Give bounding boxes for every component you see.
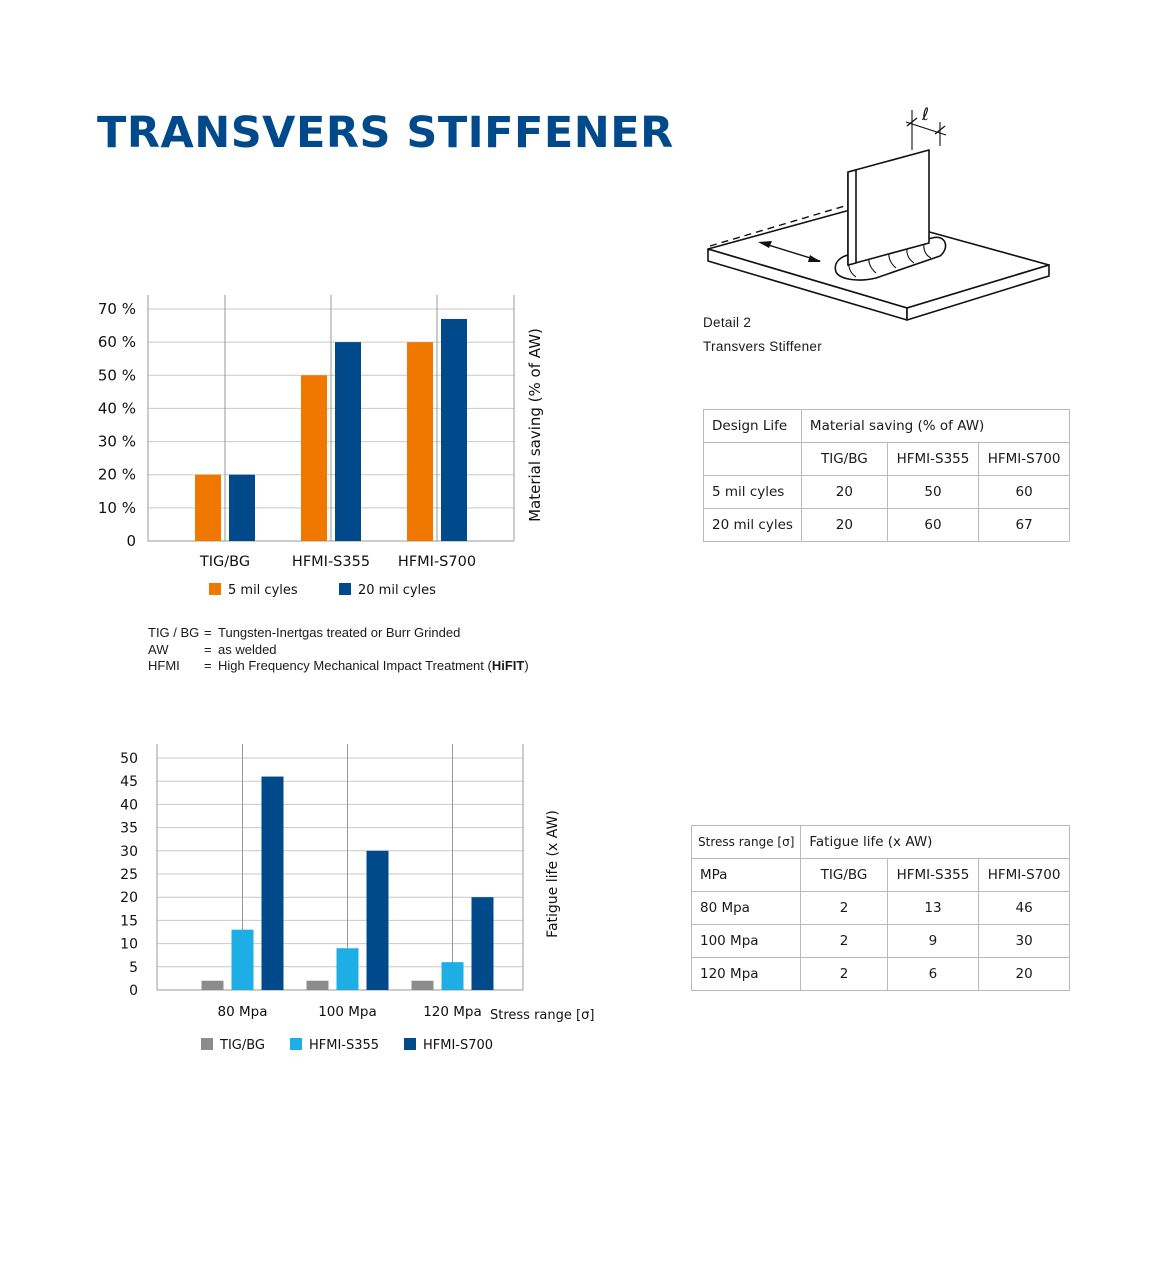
y-tick-label: 20 % [97, 465, 136, 484]
stiffener-drawing [700, 100, 1060, 330]
table-row [704, 443, 1070, 476]
bar [335, 342, 361, 541]
bar [301, 375, 327, 541]
fatigue-life-table [691, 825, 1070, 991]
table-cell: 2 [801, 925, 887, 958]
table-row [692, 859, 1070, 892]
table-unit: MPa [692, 859, 801, 892]
abbreviation-key: TIG / BG [148, 625, 200, 640]
table-row [692, 925, 1070, 958]
abbreviation-text: High Frequency Mechanical Impact Treatment ( [218, 658, 492, 673]
legend-label: 20 mil cyles [358, 583, 436, 598]
y-tick-label: 5 [129, 959, 138, 976]
y-tick-label: 25 [120, 867, 138, 883]
x-axis-label: Stress range [σ] [490, 1008, 595, 1023]
table-row [704, 410, 1070, 443]
y-tick-label: 0 [126, 532, 136, 550]
table-cell: 50 [887, 476, 979, 509]
material-saving-chart [80, 285, 680, 605]
abbreviation-bold: HiFIT [491, 658, 525, 673]
abbreviation-row: AW = as welded [148, 641, 277, 657]
table-row-label: 120 Mpa [692, 958, 801, 991]
table-cell: 2 [801, 958, 887, 991]
legend-label: TIG/BG [220, 1038, 265, 1053]
fatigue-life-chart [100, 735, 640, 1065]
bar [337, 948, 359, 990]
abbreviation-row: TIG / BG = Tungsten-Inertgas treated or Burr Grinded [148, 625, 461, 640]
legend-label: HFMI-S700 [423, 1038, 494, 1053]
abbreviation-key: AW [148, 641, 169, 657]
table-row [704, 476, 1070, 509]
table-row [704, 509, 1070, 542]
y-axis-label: Material saving (% of AW) [526, 328, 544, 522]
legend-swatch [209, 583, 221, 595]
table-cell: 46 [979, 892, 1070, 925]
y-tick-label: 50 % [97, 366, 136, 385]
table-header: Stress range [σ] [692, 826, 801, 859]
table-cell: 9 [887, 925, 979, 958]
y-tick-label: 60 % [97, 333, 136, 352]
table-row-label: 100 Mpa [692, 925, 801, 958]
table-subheader: HFMI-S355 [887, 443, 979, 476]
table-header: Fatigue life (x AW) [801, 826, 1070, 859]
table-cell: 20 [979, 958, 1070, 991]
table-row-label: 80 Mpa [692, 892, 801, 925]
table-cell: 20 [801, 509, 887, 542]
table-subheader: TIG/BG [801, 859, 887, 892]
x-category-label: 120 Mpa [423, 1004, 482, 1020]
abbreviation-key: HFMI [148, 658, 180, 673]
legend-swatch [404, 1038, 416, 1050]
table-cell: 13 [887, 892, 979, 925]
y-tick-label: 30 [120, 843, 138, 860]
y-tick-label: 70 % [97, 300, 136, 318]
abbreviation-text: Tungsten-Inertgas treated or Burr Grinded [218, 625, 461, 640]
x-category-label: HFMI-S700 [397, 554, 477, 570]
y-tick-label: 40 [120, 797, 138, 814]
y-tick-label: 15 [120, 913, 138, 930]
table-row [692, 826, 1070, 859]
bar [229, 475, 255, 541]
dimension-symbol: ℓ [922, 105, 930, 125]
bar [232, 930, 254, 990]
y-tick-label: 0 [129, 983, 138, 999]
table-cell: 30 [979, 925, 1070, 958]
y-axis-label: Fatigue life (x AW) [545, 810, 561, 938]
table-cell: 2 [801, 892, 887, 925]
table-cell: 60 [979, 476, 1070, 509]
y-tick-label: 20 [120, 890, 138, 907]
bar [441, 319, 467, 541]
y-tick-label: 10 % [97, 498, 136, 517]
legend-label: 5 mil cyles [228, 583, 298, 598]
y-tick-label: 50 [120, 751, 138, 767]
table-header: Material saving (% of AW) [801, 410, 1069, 443]
y-tick-label: 40 % [97, 399, 136, 418]
x-category-label: 80 Mpa [217, 1004, 268, 1020]
bar [472, 897, 494, 990]
table-header: Design Life [704, 410, 802, 443]
x-category-label: HFMI-S355 [291, 554, 371, 570]
bar [367, 851, 389, 990]
bar [202, 981, 224, 990]
table-row-label: 20 mil cyles [704, 509, 802, 542]
y-tick-label: 35 [120, 820, 138, 837]
table-subheader: HFMI-S355 [887, 859, 979, 892]
bar [442, 962, 464, 990]
detail-label: Detail 2 [703, 315, 752, 330]
table-cell: 6 [887, 958, 979, 991]
y-tick-label: 45 [120, 774, 138, 791]
legend-swatch [201, 1038, 213, 1050]
abbreviation-list [148, 625, 529, 675]
bar [195, 475, 221, 541]
x-category-label: 100 Mpa [318, 1004, 377, 1020]
bar [412, 981, 434, 990]
bar [307, 981, 329, 990]
table-cell: 67 [979, 509, 1070, 542]
y-tick-label: 10 [120, 936, 138, 953]
y-tick-label: 30 % [97, 432, 136, 451]
table-subheader: TIG/BG [801, 443, 887, 476]
legend-swatch [290, 1038, 302, 1050]
table-cell: 20 [801, 476, 887, 509]
bar [262, 777, 284, 990]
table-cell: 60 [887, 509, 979, 542]
bar [407, 342, 433, 541]
detail-caption: Transvers Stiffener [703, 339, 822, 354]
table-row [692, 892, 1070, 925]
abbreviation-text: as welded [218, 641, 277, 657]
material-saving-table [703, 409, 1070, 542]
legend-label: HFMI-S355 [309, 1038, 380, 1053]
page-title: TRANSVERS STIFFENER [97, 108, 674, 158]
x-category-label: TIG/BG [199, 554, 251, 570]
table-subheader: HFMI-S700 [979, 443, 1070, 476]
table-row-label: 5 mil cyles [704, 476, 802, 509]
legend-swatch [339, 583, 351, 595]
abbreviation-row: HFMI = High Frequency Mechanical Impact Treatment (HiFIT) [148, 658, 529, 673]
table-subheader: HFMI-S700 [979, 859, 1070, 892]
abbreviation-tail: ) [524, 658, 529, 673]
table-row [692, 958, 1070, 991]
